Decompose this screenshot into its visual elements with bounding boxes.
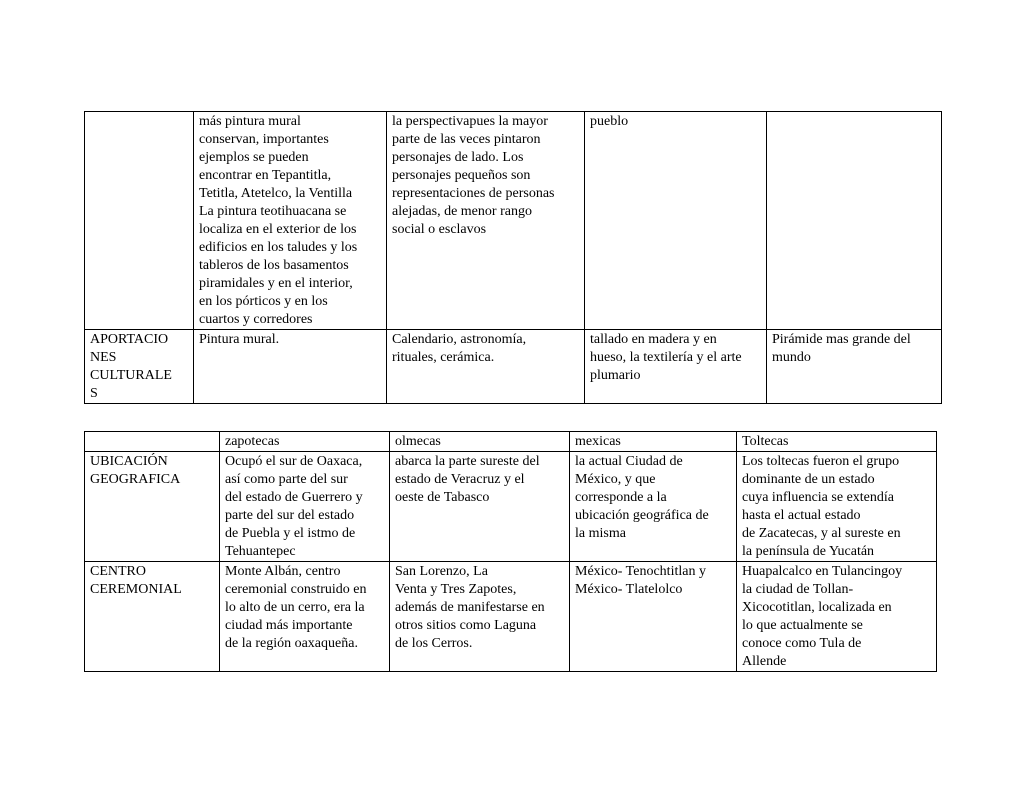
table-row: [85, 330, 942, 404]
table-cell: Pirámide mas grande del mundo: [767, 330, 942, 404]
column-header: zapotecas: [220, 432, 390, 452]
table-row: [85, 562, 937, 672]
table-cell: Huapalcalco en Tulancingoy la ciudad de Tollan- Xicocotitlan, localizada en lo que actualmente se conoce como Tula de Allende: [737, 562, 937, 672]
table-cell: tallado en madera y en hueso, la textilería y el arte plumario: [585, 330, 767, 404]
table-cell: abarca la parte sureste del estado de Veracruz y el oeste de Tabasco: [390, 452, 570, 562]
row-label: CENTRO CEREMONIAL: [85, 562, 220, 672]
table-cell: más pintura mural conservan, importantes ejemplos se pueden encontrar en Tepantitla, Tetitla, Atetelco, la Ventilla La pintura teotihuacana se localiza en el exterior de los edificios en los taludes y los tableros de los basamentos piramidales y en el interior, en los pórticos y en los cuartos y corredores: [194, 112, 387, 330]
table-row: [85, 452, 937, 562]
column-header: Toltecas: [737, 432, 937, 452]
table-cell: Pintura mural.: [194, 330, 387, 404]
table-cell: la actual Ciudad de México, y que corresponde a la ubicación geográfica de la misma: [570, 452, 737, 562]
row-label: [85, 112, 194, 330]
table-cell: Monte Albán, centro ceremonial construido en lo alto de un cerro, era la ciudad más importante de la región oaxaqueña.: [220, 562, 390, 672]
column-header: mexicas: [570, 432, 737, 452]
table-cell: San Lorenzo, La Venta y Tres Zapotes, además de manifestarse en otros sitios como Laguna de los Cerros.: [390, 562, 570, 672]
table-cell: la perspectivapues la mayor parte de las veces pintaron personajes de lado. Los personajes pequeños son representaciones de personas alejadas, de menor rango social o esclavos: [387, 112, 585, 330]
column-header: olmecas: [390, 432, 570, 452]
table-header-row: [85, 432, 937, 452]
table-cell: Ocupó el sur de Oaxaca, así como parte del sur del estado de Guerrero y parte del sur del estado de Puebla y el istmo de Tehuantepec: [220, 452, 390, 562]
row-label: UBICACIÓN GEOGRAFICA: [85, 452, 220, 562]
culture-table-continued: [84, 111, 942, 404]
civilizations-table: [84, 431, 937, 672]
table-cell: pueblo: [585, 112, 767, 330]
table-cell: Los toltecas fueron el grupo dominante de un estado cuya influencia se extendía hasta el actual estado de Zacatecas, y al sureste en la península de Yucatán: [737, 452, 937, 562]
table-cell: [767, 112, 942, 330]
row-label: APORTACIO NES CULTURALE S: [85, 330, 194, 404]
header-label: [85, 432, 220, 452]
table-row: [85, 112, 942, 330]
table-cell: México- Tenochtitlan y México- Tlatelolco: [570, 562, 737, 672]
table-cell: Calendario, astronomía, rituales, cerámica.: [387, 330, 585, 404]
